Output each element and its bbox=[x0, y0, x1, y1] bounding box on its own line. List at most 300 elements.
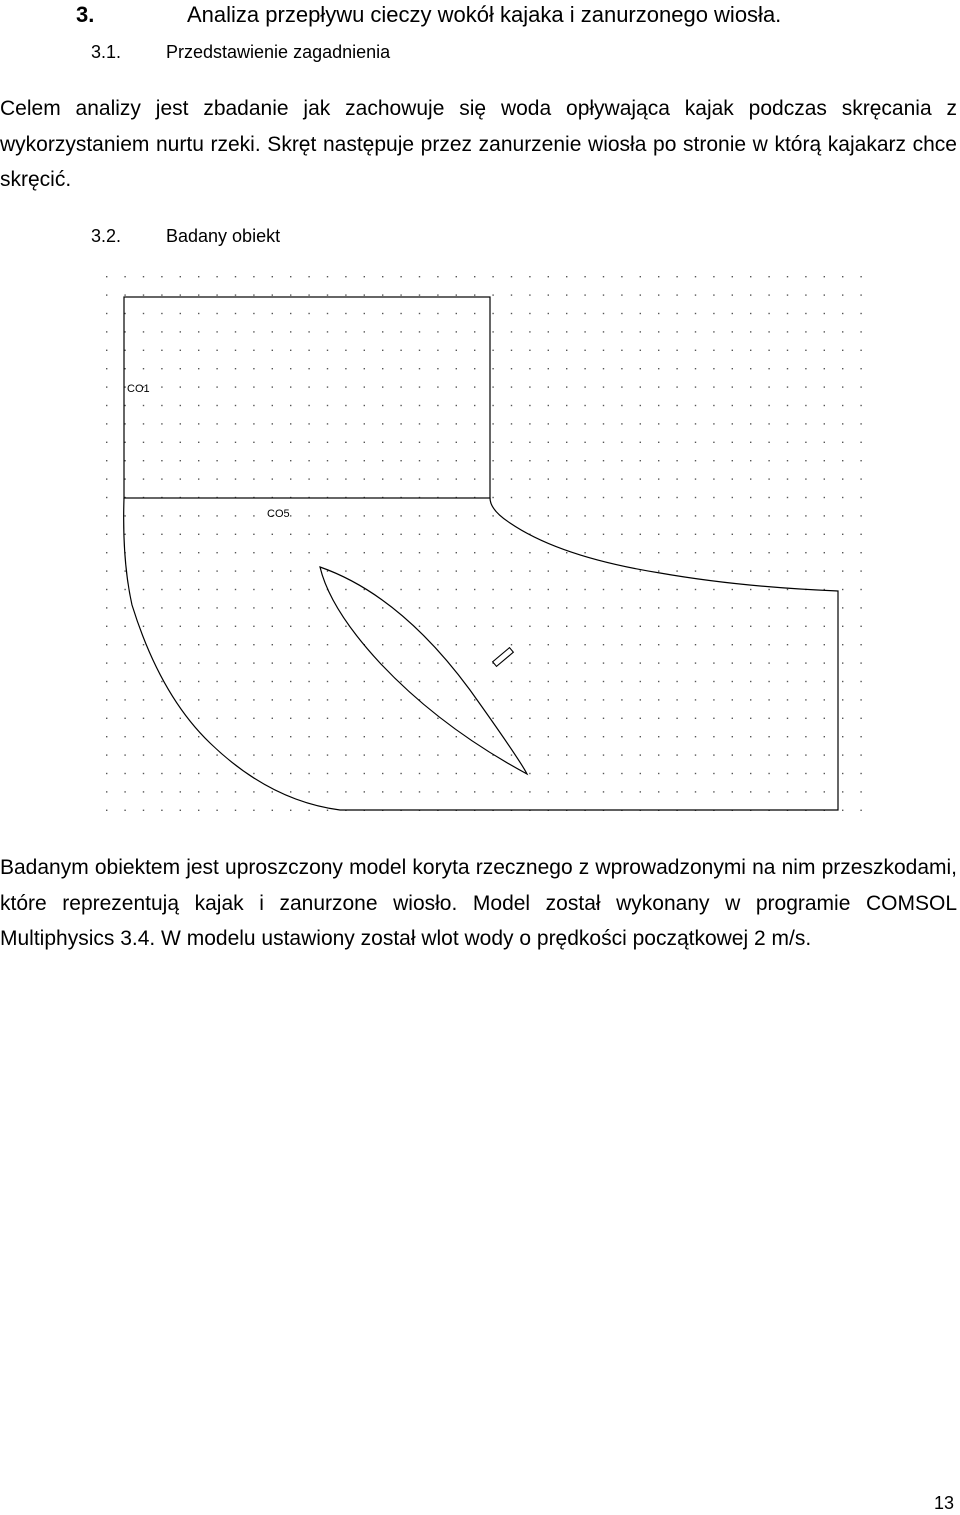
grid-dot bbox=[860, 313, 861, 314]
grid-dot bbox=[143, 791, 144, 792]
grid-dot bbox=[106, 460, 107, 461]
grid-dot bbox=[437, 534, 438, 535]
grid-dot bbox=[216, 350, 217, 351]
grid-dot bbox=[327, 718, 328, 719]
grid-dot bbox=[400, 699, 401, 700]
grid-dot bbox=[492, 736, 493, 737]
grid-dot bbox=[106, 754, 107, 755]
grid-dot bbox=[676, 276, 677, 277]
grid-dot bbox=[106, 350, 107, 351]
grid-dot bbox=[106, 442, 107, 443]
grid-dot bbox=[419, 294, 420, 295]
grid-dot bbox=[621, 497, 622, 498]
grid-dot bbox=[548, 442, 549, 443]
grid-dot bbox=[437, 442, 438, 443]
grid-dot bbox=[345, 681, 346, 682]
grid-dot bbox=[216, 773, 217, 774]
grid-dot bbox=[216, 644, 217, 645]
grid-dot bbox=[456, 589, 457, 590]
grid-dot bbox=[400, 350, 401, 351]
grid-dot bbox=[824, 313, 825, 314]
grid-dot bbox=[640, 331, 641, 332]
grid-dot bbox=[548, 515, 549, 516]
grid-dot bbox=[106, 276, 107, 277]
grid-dot bbox=[143, 754, 144, 755]
grid-dot bbox=[180, 736, 181, 737]
grid-dot bbox=[511, 386, 512, 387]
grid-dot bbox=[805, 626, 806, 627]
grid-dot bbox=[400, 681, 401, 682]
grid-dot bbox=[290, 718, 291, 719]
grid-dot bbox=[768, 423, 769, 424]
grid-dot bbox=[511, 607, 512, 608]
grid-dot bbox=[456, 276, 457, 277]
grid-dot bbox=[750, 405, 751, 406]
grid-dot bbox=[842, 718, 843, 719]
grid-dot bbox=[106, 644, 107, 645]
grid-dot bbox=[419, 313, 420, 314]
grid-dot bbox=[143, 331, 144, 332]
grid-dot bbox=[272, 626, 273, 627]
grid-dot bbox=[768, 552, 769, 553]
grid-dot bbox=[750, 773, 751, 774]
grid-dot bbox=[143, 515, 144, 516]
grid-dot bbox=[676, 497, 677, 498]
grid-dot bbox=[106, 405, 107, 406]
grid-dot bbox=[382, 460, 383, 461]
grid-dot bbox=[198, 552, 199, 553]
grid-dot bbox=[584, 626, 585, 627]
subsection-title-1: Przedstawienie zagadnienia bbox=[166, 42, 391, 62]
grid-dot bbox=[400, 460, 401, 461]
grid-dot bbox=[566, 405, 567, 406]
grid-dot bbox=[216, 607, 217, 608]
grid-dot bbox=[621, 754, 622, 755]
grid-dot bbox=[198, 294, 199, 295]
grid-dot bbox=[308, 773, 309, 774]
grid-dot bbox=[658, 662, 659, 663]
grid-dot bbox=[474, 460, 475, 461]
grid-dot bbox=[456, 386, 457, 387]
grid-dot bbox=[676, 460, 677, 461]
grid-dot bbox=[842, 552, 843, 553]
grid-dot bbox=[124, 368, 125, 369]
grid-dot bbox=[161, 662, 162, 663]
grid-dot bbox=[603, 662, 604, 663]
grid-dot bbox=[768, 681, 769, 682]
grid-dot bbox=[106, 331, 107, 332]
grid-dot bbox=[640, 460, 641, 461]
grid-dot bbox=[290, 276, 291, 277]
grid-dot bbox=[787, 570, 788, 571]
grid-dot bbox=[603, 791, 604, 792]
grid-dot bbox=[732, 626, 733, 627]
grid-dot bbox=[842, 681, 843, 682]
grid-dot bbox=[492, 515, 493, 516]
grid-dot bbox=[548, 662, 549, 663]
grid-dot bbox=[253, 644, 254, 645]
grid-dot bbox=[768, 570, 769, 571]
grid-dot bbox=[732, 534, 733, 535]
grid-dot bbox=[658, 589, 659, 590]
grid-dot bbox=[511, 589, 512, 590]
grid-dot bbox=[842, 736, 843, 737]
grid-dot bbox=[860, 810, 861, 811]
grid-dot bbox=[216, 313, 217, 314]
grid-dot bbox=[308, 681, 309, 682]
grid-dot bbox=[824, 570, 825, 571]
grid-dot bbox=[621, 331, 622, 332]
grid-dot bbox=[364, 699, 365, 700]
grid-dot bbox=[676, 423, 677, 424]
grid-dot bbox=[456, 294, 457, 295]
grid-dot bbox=[345, 313, 346, 314]
grid-dot bbox=[327, 662, 328, 663]
grid-dot bbox=[750, 534, 751, 535]
grid-dot bbox=[437, 386, 438, 387]
grid-dot bbox=[437, 791, 438, 792]
grid-dot bbox=[216, 534, 217, 535]
grid-dot bbox=[713, 791, 714, 792]
grid-dot bbox=[566, 497, 567, 498]
grid-dot bbox=[658, 699, 659, 700]
grid-dot bbox=[842, 294, 843, 295]
grid-dot bbox=[492, 699, 493, 700]
grid-dot bbox=[713, 368, 714, 369]
grid-dot bbox=[308, 386, 309, 387]
grid-dot bbox=[474, 405, 475, 406]
grid-dot bbox=[290, 350, 291, 351]
grid-dot bbox=[272, 589, 273, 590]
grid-dot bbox=[161, 570, 162, 571]
grid-dot bbox=[640, 423, 641, 424]
grid-dot bbox=[529, 699, 530, 700]
grid-dot bbox=[419, 478, 420, 479]
grid-dot bbox=[474, 534, 475, 535]
grid-dot bbox=[308, 644, 309, 645]
grid-dot bbox=[695, 331, 696, 332]
grid-dot bbox=[364, 681, 365, 682]
grid-dot bbox=[860, 552, 861, 553]
grid-dot bbox=[180, 626, 181, 627]
grid-dot bbox=[161, 368, 162, 369]
grid-dot bbox=[272, 331, 273, 332]
grid-dot bbox=[511, 754, 512, 755]
grid-dot bbox=[124, 736, 125, 737]
grid-dot bbox=[548, 534, 549, 535]
paragraph-description: Badanym obiektem jest uproszczony model koryta rzecznego z wprowadzonymi na nim przeszkodami, które reprezentują kajak i zanurzone wiosło. Model został wykonany w programie COMSOL Multiphysics 3.4. W modelu ustawiony został wlot wody o prędkości początkowej 2 m/s. bbox=[0, 856, 957, 950]
grid-dot bbox=[106, 368, 107, 369]
grid-dot bbox=[584, 350, 585, 351]
grid-dot bbox=[750, 626, 751, 627]
grid-dot bbox=[842, 754, 843, 755]
grid-dot bbox=[308, 570, 309, 571]
grid-dot bbox=[308, 460, 309, 461]
grid-dot bbox=[732, 442, 733, 443]
grid-dot bbox=[492, 276, 493, 277]
grid-dot bbox=[695, 791, 696, 792]
grid-dot bbox=[695, 681, 696, 682]
grid-dot bbox=[400, 331, 401, 332]
grid-dot bbox=[676, 589, 677, 590]
grid-dot bbox=[787, 515, 788, 516]
grid-dot bbox=[603, 699, 604, 700]
grid-dot bbox=[713, 423, 714, 424]
grid-dot bbox=[860, 791, 861, 792]
grid-dot bbox=[621, 350, 622, 351]
grid-dot bbox=[529, 350, 530, 351]
grid-dot bbox=[345, 478, 346, 479]
grid-dot bbox=[106, 626, 107, 627]
grid-dot bbox=[805, 754, 806, 755]
grid-dot bbox=[474, 681, 475, 682]
grid-dot bbox=[695, 589, 696, 590]
grid-dot bbox=[253, 368, 254, 369]
grid-dot bbox=[437, 350, 438, 351]
grid-dot bbox=[658, 754, 659, 755]
grid-dot bbox=[860, 718, 861, 719]
grid-dot bbox=[474, 368, 475, 369]
grid-dot bbox=[364, 313, 365, 314]
grid-dot bbox=[621, 699, 622, 700]
grid-dot bbox=[860, 607, 861, 608]
grid-dot bbox=[345, 350, 346, 351]
grid-dot bbox=[124, 699, 125, 700]
grid-dot bbox=[235, 515, 236, 516]
grid-dot bbox=[732, 515, 733, 516]
grid-dot bbox=[161, 626, 162, 627]
grid-dot bbox=[143, 313, 144, 314]
grid-dot bbox=[768, 662, 769, 663]
grid-dot bbox=[235, 736, 236, 737]
grid-dot bbox=[842, 497, 843, 498]
grid-dot bbox=[768, 736, 769, 737]
grid-dot bbox=[290, 442, 291, 443]
grid-dot bbox=[603, 534, 604, 535]
grid-dot bbox=[750, 368, 751, 369]
grid-dot bbox=[161, 534, 162, 535]
grid-dot bbox=[364, 276, 365, 277]
grid-dot bbox=[400, 368, 401, 369]
grid-dot bbox=[529, 718, 530, 719]
grid-dot bbox=[364, 534, 365, 535]
grid-dot bbox=[750, 718, 751, 719]
grid-dot bbox=[603, 405, 604, 406]
grid-dot bbox=[750, 331, 751, 332]
grid-dot bbox=[824, 699, 825, 700]
grid-dot bbox=[198, 626, 199, 627]
grid-dot bbox=[695, 754, 696, 755]
grid-dot bbox=[290, 589, 291, 590]
grid-dot bbox=[382, 368, 383, 369]
grid-dot bbox=[824, 331, 825, 332]
grid-dot bbox=[695, 644, 696, 645]
grid-dot bbox=[327, 552, 328, 553]
grid-dot bbox=[474, 478, 475, 479]
grid-dot bbox=[272, 386, 273, 387]
grid-dot bbox=[382, 534, 383, 535]
grid-dot bbox=[492, 313, 493, 314]
grid-dot bbox=[713, 405, 714, 406]
subsection-title-2: Badany obiekt bbox=[166, 226, 281, 246]
grid-dot bbox=[216, 386, 217, 387]
grid-dot bbox=[768, 313, 769, 314]
grid-dot bbox=[492, 423, 493, 424]
grid-dot bbox=[272, 773, 273, 774]
grid-dot bbox=[456, 423, 457, 424]
grid-dot bbox=[805, 718, 806, 719]
grid-dot bbox=[106, 607, 107, 608]
grid-dot bbox=[824, 662, 825, 663]
grid-dot bbox=[272, 754, 273, 755]
grid-dot bbox=[161, 442, 162, 443]
grid-dot bbox=[732, 423, 733, 424]
grid-dot bbox=[695, 718, 696, 719]
grid-dot bbox=[124, 405, 125, 406]
grid-dot bbox=[382, 276, 383, 277]
grid-dot bbox=[124, 313, 125, 314]
grid-dot bbox=[566, 460, 567, 461]
grid-dot bbox=[400, 607, 401, 608]
grid-dot bbox=[180, 718, 181, 719]
grid-dot bbox=[492, 644, 493, 645]
grid-dot bbox=[143, 276, 144, 277]
grid-dot bbox=[253, 607, 254, 608]
grid-dot bbox=[143, 681, 144, 682]
grid-dot bbox=[437, 368, 438, 369]
grid-dot bbox=[400, 570, 401, 571]
grid-dot bbox=[345, 552, 346, 553]
grid-dot bbox=[253, 386, 254, 387]
grid-dot bbox=[143, 460, 144, 461]
grid-dot bbox=[805, 736, 806, 737]
grid-dot bbox=[124, 810, 125, 811]
grid-dot bbox=[805, 791, 806, 792]
grid-dot bbox=[474, 515, 475, 516]
grid-dot bbox=[124, 423, 125, 424]
grid-dot bbox=[529, 607, 530, 608]
grid-dot bbox=[787, 589, 788, 590]
grid-dot bbox=[732, 405, 733, 406]
grid-dot bbox=[290, 515, 291, 516]
grid-dot bbox=[824, 276, 825, 277]
grid-dot bbox=[695, 276, 696, 277]
grid-dot bbox=[621, 626, 622, 627]
grid-dot bbox=[695, 699, 696, 700]
grid-dot bbox=[492, 294, 493, 295]
grid-dot bbox=[364, 350, 365, 351]
grid-dot bbox=[529, 442, 530, 443]
grid-dot bbox=[713, 552, 714, 553]
grid-dot bbox=[768, 534, 769, 535]
grid-dot bbox=[676, 368, 677, 369]
grid-dot bbox=[124, 754, 125, 755]
grid-dot bbox=[382, 442, 383, 443]
grid-dot bbox=[732, 460, 733, 461]
grid-dot bbox=[529, 386, 530, 387]
grid-dot bbox=[805, 497, 806, 498]
grid-dot bbox=[327, 423, 328, 424]
grid-dot bbox=[824, 773, 825, 774]
grid-dot bbox=[713, 736, 714, 737]
grid-dot bbox=[456, 736, 457, 737]
grid-dot bbox=[327, 754, 328, 755]
grid-dot bbox=[695, 368, 696, 369]
grid-dot bbox=[860, 460, 861, 461]
grid-dot bbox=[345, 276, 346, 277]
grid-dot bbox=[750, 681, 751, 682]
grid-dot bbox=[842, 368, 843, 369]
grid-dot bbox=[787, 534, 788, 535]
grid-dot bbox=[695, 386, 696, 387]
grid-dot bbox=[584, 405, 585, 406]
grid-dot bbox=[106, 662, 107, 663]
domain-co5-boundary bbox=[124, 498, 838, 810]
grid-dot bbox=[364, 607, 365, 608]
grid-dot bbox=[584, 718, 585, 719]
grid-dot bbox=[548, 276, 549, 277]
grid-dot bbox=[474, 626, 475, 627]
grid-dot bbox=[308, 276, 309, 277]
grid-dot bbox=[235, 607, 236, 608]
grid-dot bbox=[658, 534, 659, 535]
grid-dot bbox=[621, 368, 622, 369]
grid-dot bbox=[308, 515, 309, 516]
grid-dot bbox=[308, 626, 309, 627]
grid-dot bbox=[345, 405, 346, 406]
grid-dot bbox=[492, 791, 493, 792]
kayak-shape bbox=[320, 567, 527, 774]
grid-dot bbox=[419, 386, 420, 387]
grid-dot bbox=[437, 478, 438, 479]
grid-dot bbox=[529, 460, 530, 461]
grid-dot bbox=[603, 570, 604, 571]
grid-dot bbox=[198, 386, 199, 387]
grid-dot bbox=[860, 570, 861, 571]
grid-dot bbox=[124, 460, 125, 461]
grid-dot bbox=[695, 570, 696, 571]
grid-dot bbox=[474, 607, 475, 608]
grid-dot bbox=[308, 423, 309, 424]
grid-dot bbox=[842, 791, 843, 792]
grid-dot bbox=[456, 644, 457, 645]
grid-dot bbox=[805, 460, 806, 461]
grid-dot bbox=[161, 607, 162, 608]
grid-dot bbox=[272, 552, 273, 553]
grid-dot bbox=[456, 607, 457, 608]
grid-dot bbox=[419, 442, 420, 443]
grid-dot bbox=[713, 607, 714, 608]
grid-dot bbox=[658, 313, 659, 314]
grid-dot bbox=[419, 515, 420, 516]
grid-dot bbox=[511, 368, 512, 369]
grid-dot bbox=[529, 662, 530, 663]
grid-dot bbox=[787, 626, 788, 627]
grid-dot bbox=[492, 607, 493, 608]
grid-dot bbox=[382, 386, 383, 387]
grid-dot bbox=[603, 276, 604, 277]
grid-dot bbox=[676, 442, 677, 443]
grid-dot bbox=[474, 736, 475, 737]
grid-dot bbox=[492, 534, 493, 535]
grid-dot bbox=[364, 294, 365, 295]
grid-dot bbox=[713, 699, 714, 700]
grid-dot bbox=[272, 442, 273, 443]
grid-dot bbox=[603, 718, 604, 719]
grid-dot bbox=[290, 294, 291, 295]
grid-dot bbox=[695, 423, 696, 424]
grid-dot bbox=[382, 644, 383, 645]
